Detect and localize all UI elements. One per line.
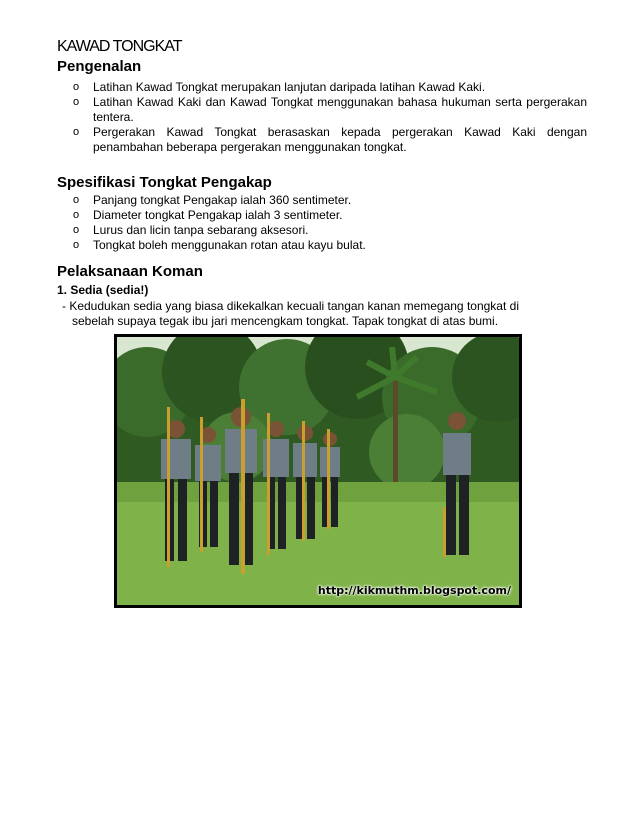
list-item: o Pergerakan Kawad Tongkat berasaskan kepada pergerakan Kawad Kaki dengan penambahan beberapa pergerakan menggunakan tongkat.: [73, 125, 587, 154]
list-item: o Diameter tongkat Pengakap ialah 3 sentimeter.: [73, 208, 343, 222]
bullet-marker: o: [73, 224, 80, 236]
bullet-marker: o: [73, 126, 80, 138]
document-title: KAWAD TONGKAT: [57, 38, 182, 55]
exec-heading: Pelaksanaan Koman: [57, 263, 203, 280]
description-line: - Kedudukan sedia yang biasa dikekalkan kecuali tangan kanan memegang tongkat di: [62, 299, 519, 313]
bullet-marker: o: [73, 239, 80, 251]
bullet-marker: o: [73, 81, 80, 93]
list-item: o Latihan Kawad Tongkat merupakan lanjutan daripada latihan Kawad Kaki.: [73, 80, 486, 94]
intro-list: [57, 80, 587, 155]
list-item: o Tongkat boleh menggunakan rotan atau kayu bulat.: [73, 238, 366, 252]
description-line: sebelah supaya tegak ibu jari mencengkam tongkat. Tapak tongkat di atas bumi.: [72, 314, 499, 328]
scouts-drill-photo: [114, 334, 522, 608]
intro-heading: Pengenalan: [57, 58, 142, 75]
list-item: o Lurus dan licin tanpa sebarang aksesori.: [73, 223, 309, 237]
list-item: o Latihan Kawad Kaki dan Kawad Tongkat menggunakan bahasa hukuman serta pergerakan tentera.: [73, 95, 587, 124]
photo-illustration: [117, 337, 519, 605]
spec-heading: Spesifikasi Tongkat Pengakap: [57, 174, 272, 191]
command-description: [62, 299, 582, 329]
photo-watermark: http://kikmuthm.blogspot.com/: [317, 584, 511, 597]
command-sedia-heading: 1. Sedia (sedia!): [57, 283, 149, 297]
bullet-marker: o: [73, 194, 80, 206]
bullet-marker: o: [73, 96, 80, 108]
spec-list: [57, 193, 587, 253]
list-item: o Panjang tongkat Pengakap ialah 360 sentimeter.: [73, 193, 352, 207]
bullet-marker: o: [73, 209, 80, 221]
